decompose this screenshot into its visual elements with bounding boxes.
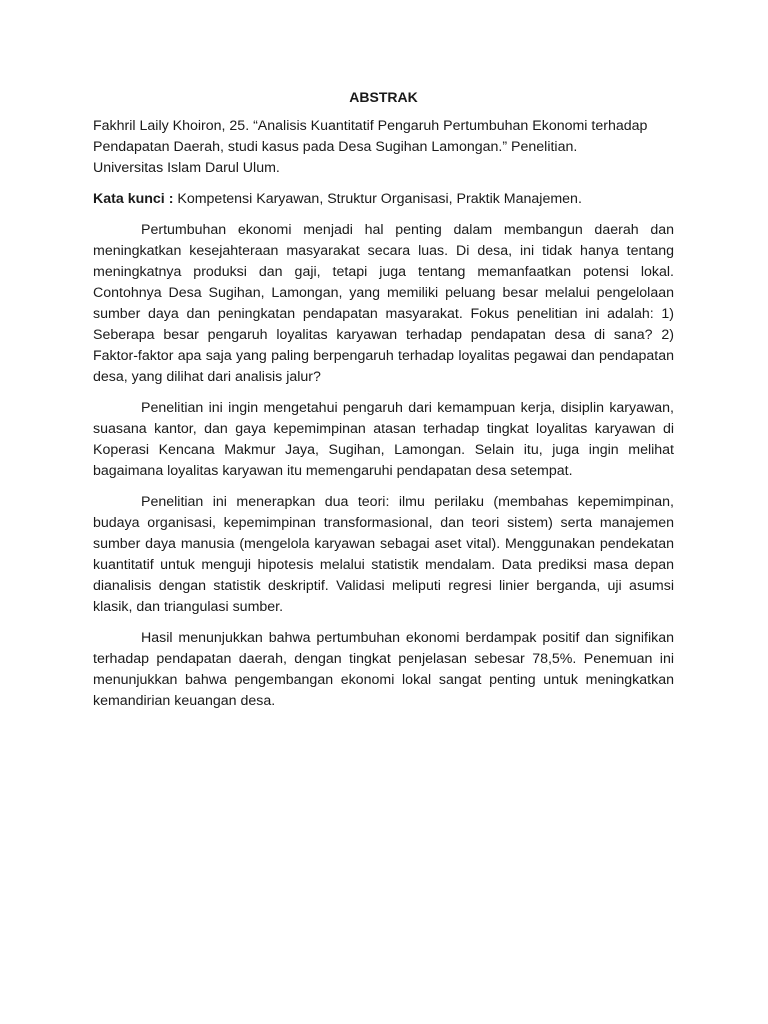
citation-line: Pendapatan Daerah, studi kasus pada Desa Sugihan Lamongan.” Penelitian.	[93, 139, 578, 155]
keywords-value: Kompetensi Karyawan, Struktur Organisasi, Praktik Manajemen.	[173, 191, 582, 207]
abstract-paragraph: Penelitian ini menerapkan dua teori: ilmu perilaku (membahas kepemimpinan, budaya organisasi, kepemimpinan transformasional, dan teori sistem) serta manajemen sumber daya manusia (mengelola karyawan sebagai aset vital). Menggunakan pendekatan kuantitatif untuk menguji hipotesis melalui statistik mendalam. Data prediksi masa depan dianalisis dengan statistik deskriptif. Validasi meliputi regresi linier berganda, uji asumsi klasik, dan triangulasi sumber.	[93, 494, 674, 615]
document-title: ABSTRAK	[349, 89, 418, 105]
keywords-label: Kata kunci :	[93, 191, 174, 207]
abstract-paragraph: Penelitian ini ingin mengetahui pengaruh dari kemampuan kerja, disiplin karyawan, suasana kantor, dan gaya kepemimpinan atasan terhadap tingkat loyalitas karyawan di Koperasi Kencana Makmur Jaya, Sugihan, Lamongan. Selain itu, juga ingin melihat bagaimana loyalitas karyawan itu memengaruhi pendapatan desa setempat.	[93, 400, 674, 479]
abstract-paragraph: Pertumbuhan ekonomi menjadi hal penting dalam membangun daerah dan meningkatkan kesejahteraan masyarakat secara luas. Di desa, ini tidak hanya tentang meningkatnya produksi dan gaji, tetapi juga tentang memanfaatkan potensi lokal. Contohnya Desa Sugihan, Lamongan, yang memiliki peluang besar melalui pengelolaan sumber daya dan peningkatan pendapatan masyarakat. Fokus penelitian ini adalah: 1) Seberapa besar pengaruh loyalitas karyawan terhadap pendapatan desa di sana? 2) Faktor-faktor apa saja yang paling berpengaruh terhadap loyalitas pegawai dan pendapatan desa, yang dilihat dari analisis jalur?	[93, 222, 674, 385]
abstract-paragraph: Hasil menunjukkan bahwa pertumbuhan ekonomi berdampak positif dan signifikan terhadap pendapatan daerah, dengan tingkat penjelasan sebesar 78,5%. Penemuan ini menunjukkan bahwa pengembangan ekonomi lokal sangat penting untuk meningkatkan kemandirian keuangan desa.	[93, 630, 674, 709]
keywords-line	[93, 189, 674, 210]
citation-line: Universitas Islam Darul Ulum.	[93, 160, 280, 176]
citation-line: Fakhril Laily Khoiron, 25. “Analisis Kuantitatif Pengaruh Pertumbuhan Ekonomi terhadap	[93, 118, 648, 134]
document-page	[93, 88, 674, 722]
citation-block	[93, 116, 674, 179]
